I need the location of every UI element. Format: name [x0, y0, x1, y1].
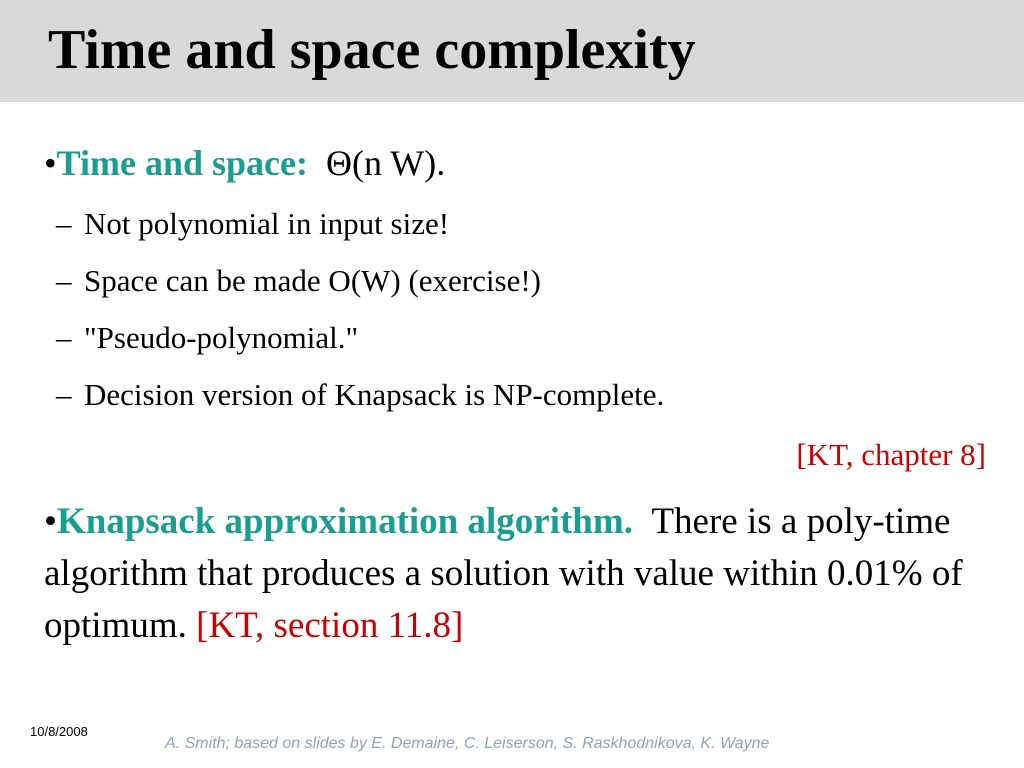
sub-bullet-text: "Pseudo-polynomial.": [84, 320, 359, 355]
slide-title: Time and space complexity: [48, 19, 696, 81]
bullet-text: There is a poly-time algorithm that produces a solution with value within 0.01% of optimum.: [44, 501, 963, 646]
bullet-knapsack-approximation: [44, 496, 994, 652]
sub-bullet: [56, 319, 358, 356]
bullet-marker: •: [44, 143, 57, 183]
footer-date: 10/8/2008: [30, 724, 88, 739]
bullet-marker: •: [44, 501, 57, 542]
bullet-time-and-space: [44, 141, 445, 186]
sub-bullet-text: Not polynomial in input size!: [84, 206, 450, 241]
reference-kt-section: [KT, section 11.8]: [196, 605, 464, 646]
dash-marker: –: [56, 263, 72, 298]
dash-marker: –: [56, 206, 72, 241]
sub-bullet-text: Decision version of Knapsack is NP-complete.: [84, 377, 665, 412]
sub-bullet: [56, 205, 449, 242]
sub-bullet-text: Space can be made O(W) (exercise!): [84, 263, 541, 298]
sub-bullet: [56, 262, 541, 299]
sub-bullet: [56, 376, 664, 413]
dash-marker: –: [56, 320, 72, 355]
bullet-heading: Time and space:: [56, 143, 308, 183]
bullet-text: Θ(n W).: [325, 143, 446, 183]
footer-credit: A. Smith; based on slides by E. Demaine, C. Leiserson, S. Raskhodnikova, K. Wayne: [165, 735, 770, 752]
dash-marker: –: [56, 377, 72, 412]
reference-kt-chapter: [KT, chapter 8]: [796, 437, 986, 472]
bullet-heading: Knapsack approximation algorithm.: [56, 501, 633, 542]
